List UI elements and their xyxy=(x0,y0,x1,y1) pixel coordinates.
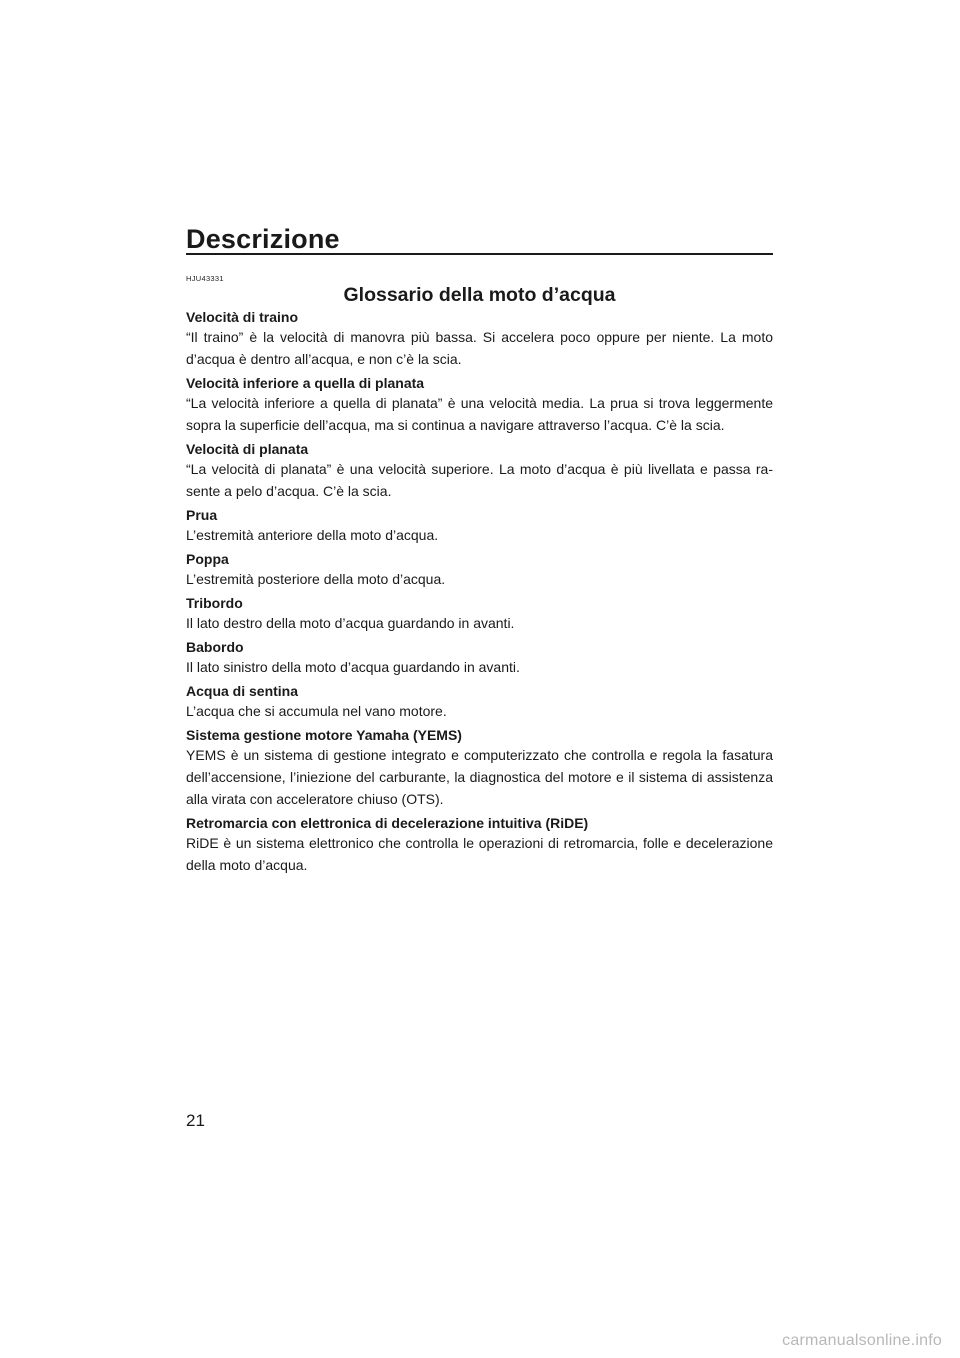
glossary-definition: Il lato sinistro della moto d’acqua guardando in avanti. xyxy=(186,659,520,675)
section-title: Glossario della moto d’acqua xyxy=(343,284,616,306)
glossary-term: Sistema gestione motore Yamaha (YEMS) xyxy=(186,727,462,743)
watermark: carmanualsonline.info xyxy=(782,1332,942,1349)
glossary-term: Prua xyxy=(186,507,218,523)
glossary-definition: L’acqua che si accumula nel vano motore. xyxy=(186,703,447,719)
glossary-entry xyxy=(186,374,773,436)
glossary-term: Velocità di traino xyxy=(186,309,299,325)
glossary-entry xyxy=(186,440,773,502)
section-ref-code: HJU43331 xyxy=(186,274,224,283)
page-number: 21 xyxy=(186,1111,205,1130)
glossary-entry xyxy=(186,814,773,876)
glossary-definition: “Il traino” è la velocità di manovra più bassa. Si accelera poco oppure per niente. La moto d’acqua è dentro all’acqua, e non c’è la scia. xyxy=(186,329,773,367)
glossary-term: Velocità inferiore a quella di planata xyxy=(186,375,425,391)
glossary-entry xyxy=(186,594,773,634)
glossary-term: Tribordo xyxy=(186,595,243,611)
glossary-definition: L’estremità posteriore della moto d’acqua. xyxy=(186,571,446,587)
glossary-definition: YEMS è un sistema di gestione integrato e computerizzato che controlla e regola la fasatura dell’accensione, l’iniezione del carburante, la diagnostica del motore e il sistema di assistenza alla virata con acceleratore chiuso (OTS). xyxy=(186,747,773,807)
glossary-term: Velocità di planata xyxy=(186,441,309,457)
chapter-rule xyxy=(186,253,773,255)
glossary-entry xyxy=(186,726,773,810)
glossary-entry xyxy=(186,638,773,678)
glossary-term: Poppa xyxy=(186,551,229,567)
glossary-definition: “La velocità di planata” è una velocità superiore. La moto d’acqua è più livellata e passa ra-sente a pelo d’acqua. C’è la scia. xyxy=(186,461,773,499)
glossary-entry xyxy=(186,682,773,722)
glossary-definition: L’estremità anteriore della moto d’acqua. xyxy=(186,527,439,543)
glossary-list xyxy=(186,308,773,880)
glossary-term: Babordo xyxy=(186,639,244,655)
glossary-definition: Il lato destro della moto d’acqua guardando in avanti. xyxy=(186,615,515,631)
chapter-title: Descrizione xyxy=(186,224,340,254)
glossary-entry xyxy=(186,308,773,370)
glossary-entry xyxy=(186,550,773,590)
glossary-definition: “La velocità inferiore a quella di planata” è una velocità media. La prua si trova leggermente sopra la superficie dell’acqua, ma si continua a navigare attraverso l’acqua. C’è la scia. xyxy=(186,395,773,433)
glossary-definition: RiDE è un sistema elettronico che controlla le operazioni di retromarcia, folle e decelerazione della moto d’acqua. xyxy=(186,835,773,873)
glossary-term: Acqua di sentina xyxy=(186,683,299,699)
glossary-entry xyxy=(186,506,773,546)
glossary-term: Retromarcia con elettronica di decelerazione intuitiva (RiDE) xyxy=(186,815,589,831)
